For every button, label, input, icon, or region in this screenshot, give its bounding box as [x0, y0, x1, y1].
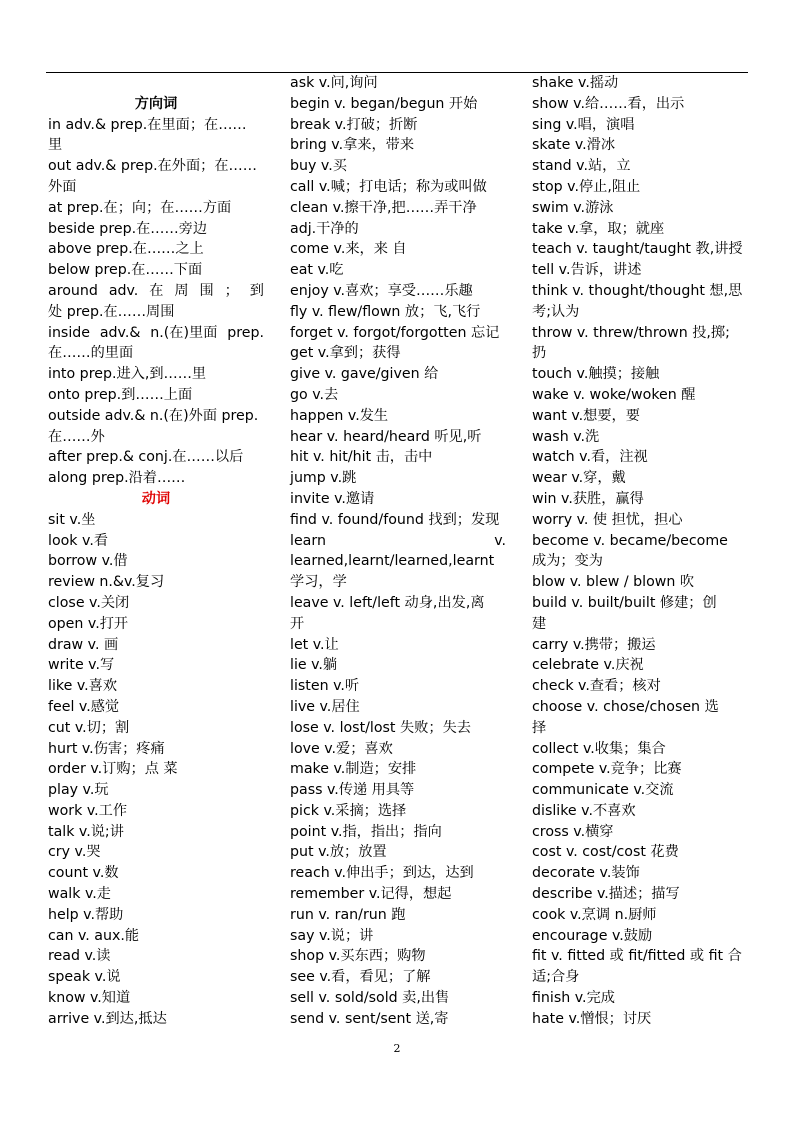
vocab-line: 在……外: [48, 428, 105, 445]
vocab-line: send v. sent/sent 送,寄: [290, 1010, 449, 1027]
vocab-line: sing v.唱，演唱: [532, 116, 635, 133]
vocab-line: say v.说；讲: [290, 927, 374, 944]
vocab-line: check v.查看；核对: [532, 678, 661, 695]
vocab-line: along prep.沿着……: [48, 470, 186, 487]
vocab-line: hear v. heard/heard 听见,听: [290, 428, 482, 445]
vocab-line: fit v. fitted 或 fit/fitted 或 fit 合: [532, 948, 742, 965]
vocab-line: come v.来，来 自: [290, 241, 407, 258]
vocab-line: borrow v.借: [48, 553, 128, 570]
vocab-line: 考;认为: [532, 303, 580, 320]
section-heading: 动词: [141, 490, 171, 507]
vocab-line: learned,learnt/learned,learnt: [290, 553, 495, 570]
vocab-line: at prep.在；向；在……方面: [48, 199, 232, 216]
vocab-line: cry v.哭: [48, 844, 101, 861]
vocab-line: run v. ran/run 跑: [290, 906, 406, 923]
vocab-line: describe v.描述；描写: [532, 886, 680, 903]
vocab-line: let v.让: [290, 636, 339, 653]
vocab-line: swim v.游泳: [532, 199, 614, 216]
vocab-line: count v.数: [48, 865, 119, 882]
vocab-line: cost v. cost/cost 花费: [532, 844, 679, 861]
vocab-line: reach v.伸出手；到达，达到: [290, 865, 474, 882]
vocab-line: cross v.横穿: [532, 823, 614, 840]
vocab-line: break v.打破；折断: [290, 116, 418, 133]
vocab-line: celebrate v.庆祝: [532, 657, 644, 674]
vocab-line: read v.读: [48, 948, 111, 965]
vocab-line: find v. found/found 找到；发现: [290, 511, 500, 528]
vocab-line: fly v. flew/flown 放；飞,飞行: [290, 303, 481, 320]
vocab-line: order v.订购；点 菜: [48, 761, 178, 778]
vocab-line: speak v.说: [48, 969, 121, 986]
vocab-line: listen v.听: [290, 678, 360, 695]
vocab-line: wake v. woke/woken 醒: [532, 386, 696, 403]
section-heading: 方向词: [134, 95, 178, 112]
column-2: [290, 73, 506, 1030]
vocab-line: talk v.说;讲: [48, 823, 124, 840]
vocab-line: above prep.在……之上: [48, 241, 204, 258]
vocab-line: cut v.切；割: [48, 719, 130, 736]
vocab-line: skate v.滑冰: [532, 137, 616, 154]
vocab-line: shake v.摇动: [532, 75, 619, 91]
vocab-line: tell v.告诉，讲述: [532, 262, 642, 279]
vocab-line: cook v.烹调 n.厨师: [532, 906, 657, 923]
vocab-line: help v.帮助: [48, 906, 124, 923]
vocab-line: arrive v.到达,抵达: [48, 1010, 167, 1027]
vocab-line: outside adv.& n.(在)外面 prep.: [48, 407, 259, 424]
vocab-line: build v. built/built 修建；创: [532, 594, 717, 611]
vocab-line: ask v.问,询问: [290, 75, 378, 91]
vocab-line: become v. became/become: [532, 532, 728, 549]
vocab-line: 在……的里面: [48, 345, 134, 362]
vocab-line: review n.&v.复习: [48, 574, 165, 591]
vocab-line: after prep.& conj.在……以后: [48, 449, 244, 466]
page-number: 2: [393, 1042, 401, 1055]
vocab-line: get v.拿到；获得: [290, 345, 401, 362]
vocab-line: out adv.& prep.在外面；在……: [48, 158, 257, 175]
vocab-line: see v.看，看见；了解: [290, 969, 431, 986]
vocab-line: pass v.传递 用具等: [290, 782, 415, 799]
vocab-line: 成为；变为: [532, 553, 603, 570]
vocab-line: point v.指，指出；指向: [290, 823, 442, 840]
vocab-line: 建: [532, 615, 547, 632]
vocab-line: leave v. left/left 动身,出发,离: [290, 594, 485, 611]
vocab-line: call v.喊；打电话；称为或叫做: [290, 178, 487, 195]
vocab-line: adj.干净的: [290, 220, 359, 237]
vocab-line: 开: [290, 615, 305, 632]
vocab-line: draw v. 画: [48, 636, 119, 653]
vocab-line: learn v.: [290, 532, 506, 549]
vocab-line: play v.玩: [48, 782, 109, 799]
vocab-line: [48, 73, 264, 94]
vocab-line: stop v.停止,阻止: [532, 178, 641, 195]
vocab-line: lie v.躺: [290, 657, 338, 674]
vocab-line: wash v.洗: [532, 428, 600, 445]
vocab-line: happen v.发生: [290, 407, 389, 424]
vocab-line: encourage v.鼓励: [532, 927, 653, 944]
vocab-line: stand v.站，立: [532, 158, 631, 175]
vocab-line: give v. gave/given 给: [290, 366, 439, 383]
vocab-line: hurt v.伤害；疼痛: [48, 740, 165, 757]
vocab-line: bring v.拿来，带来: [290, 137, 415, 154]
vocab-line: put v.放；放置: [290, 844, 387, 861]
vocab-line: inside adv.& n.(在)里面 prep.: [48, 324, 264, 341]
vocab-line: feel v.感觉: [48, 698, 120, 715]
vocab-line: pick v.采摘；选择: [290, 802, 407, 819]
vocab-line: 里: [48, 137, 63, 154]
vocab-line: collect v.收集；集合: [532, 740, 666, 757]
vocab-line: 适;合身: [532, 969, 580, 986]
vocab-line: lose v. lost/lost 失败；失去: [290, 719, 471, 736]
vocab-line: blow v. blew / blown 吹: [532, 574, 695, 591]
vocab-line: write v.写: [48, 657, 115, 674]
vocab-line: begin v. began/begun 开始: [290, 95, 478, 112]
vocab-line: like v.喜欢: [48, 678, 118, 695]
vocab-line: 处 prep.在……周围: [48, 303, 175, 320]
vocab-line: choose v. chose/chosen 选: [532, 698, 719, 715]
vocab-line: into prep.进入,到……里: [48, 366, 207, 383]
vocab-line: dislike v.不喜欢: [532, 802, 636, 819]
vocab-line: want v.想要，要: [532, 407, 640, 424]
vocab-line: love v.爱；喜欢: [290, 740, 393, 757]
vocab-line: can v. aux.能: [48, 927, 140, 944]
vocab-line: in adv.& prep.在里面；在……: [48, 116, 247, 133]
vocab-line: carry v.携带；搬运: [532, 636, 656, 653]
vocab-line: look v.看: [48, 532, 109, 549]
vocab-line: finish v.完成: [532, 990, 615, 1007]
vocab-line: go v.去: [290, 386, 339, 403]
vocab-line: touch v.触摸；接触: [532, 366, 660, 383]
vocab-line: close v.关闭: [48, 594, 130, 611]
vocab-line: remember v.记得，想起: [290, 886, 452, 903]
vocab-line: clean v.擦干净,把……弄干净: [290, 199, 477, 216]
vocab-line: compete v.竞争；比赛: [532, 761, 682, 778]
column-3: [532, 73, 748, 1030]
vocab-line: worry v. 使 担忧，担心: [532, 511, 683, 528]
vocab-line: sit v.坐: [48, 511, 96, 528]
vocab-line: know v.知道: [48, 990, 131, 1007]
vocab-line: below prep.在……下面: [48, 262, 203, 279]
vocab-line: 外面: [48, 178, 77, 195]
vocab-line: walk v.走: [48, 886, 111, 903]
vocab-line: watch v.看，注视: [532, 449, 648, 466]
vocab-line: take v.拿，取；就座: [532, 220, 665, 237]
vocab-line: shop v.买东西；购物: [290, 948, 426, 965]
vocab-line: think v. thought/thought 想,思: [532, 282, 743, 299]
vocab-line: decorate v.装饰: [532, 865, 640, 882]
vocab-line: win v.获胜，赢得: [532, 490, 644, 507]
vocab-line: show v.给……看，出示: [532, 95, 685, 112]
vocab-line: around adv. 在 周 围 ； 到: [48, 282, 264, 299]
vocab-line: work v.工作: [48, 802, 128, 819]
vocab-line: enjoy v.喜欢；享受……乐趣: [290, 282, 473, 299]
vocab-line: 扔: [532, 345, 547, 362]
vocab-line: make v.制造；安排: [290, 761, 417, 778]
vocab-line: communicate v.交流: [532, 782, 674, 799]
vocab-line: hit v. hit/hit 击，击中: [290, 449, 433, 466]
vocab-line: open v.打开: [48, 615, 129, 632]
vocab-line: throw v. threw/thrown 投,掷;: [532, 324, 730, 341]
vocab-line: onto prep.到……上面: [48, 386, 193, 403]
vocab-line: eat v.吃: [290, 262, 344, 279]
vocab-line: 择: [532, 719, 547, 736]
column-1: [48, 73, 264, 1030]
vocab-line: jump v.跳: [290, 470, 357, 487]
vocab-line: 学习，学: [290, 574, 347, 591]
vocab-line: beside prep.在……旁边: [48, 220, 208, 237]
vocab-line: wear v.穿，戴: [532, 470, 626, 487]
vocab-line: live v.居住: [290, 698, 360, 715]
vocab-line: buy v.买: [290, 158, 347, 175]
vocab-line: teach v. taught/taught 教,讲授: [532, 241, 743, 258]
vocab-line: sell v. sold/sold 卖,出售: [290, 990, 450, 1007]
vocab-line: hate v.憎恨；讨厌: [532, 1010, 652, 1027]
vocab-line: forget v. forgot/forgotten 忘记: [290, 324, 500, 341]
vocab-line: invite v.邀请: [290, 490, 375, 507]
